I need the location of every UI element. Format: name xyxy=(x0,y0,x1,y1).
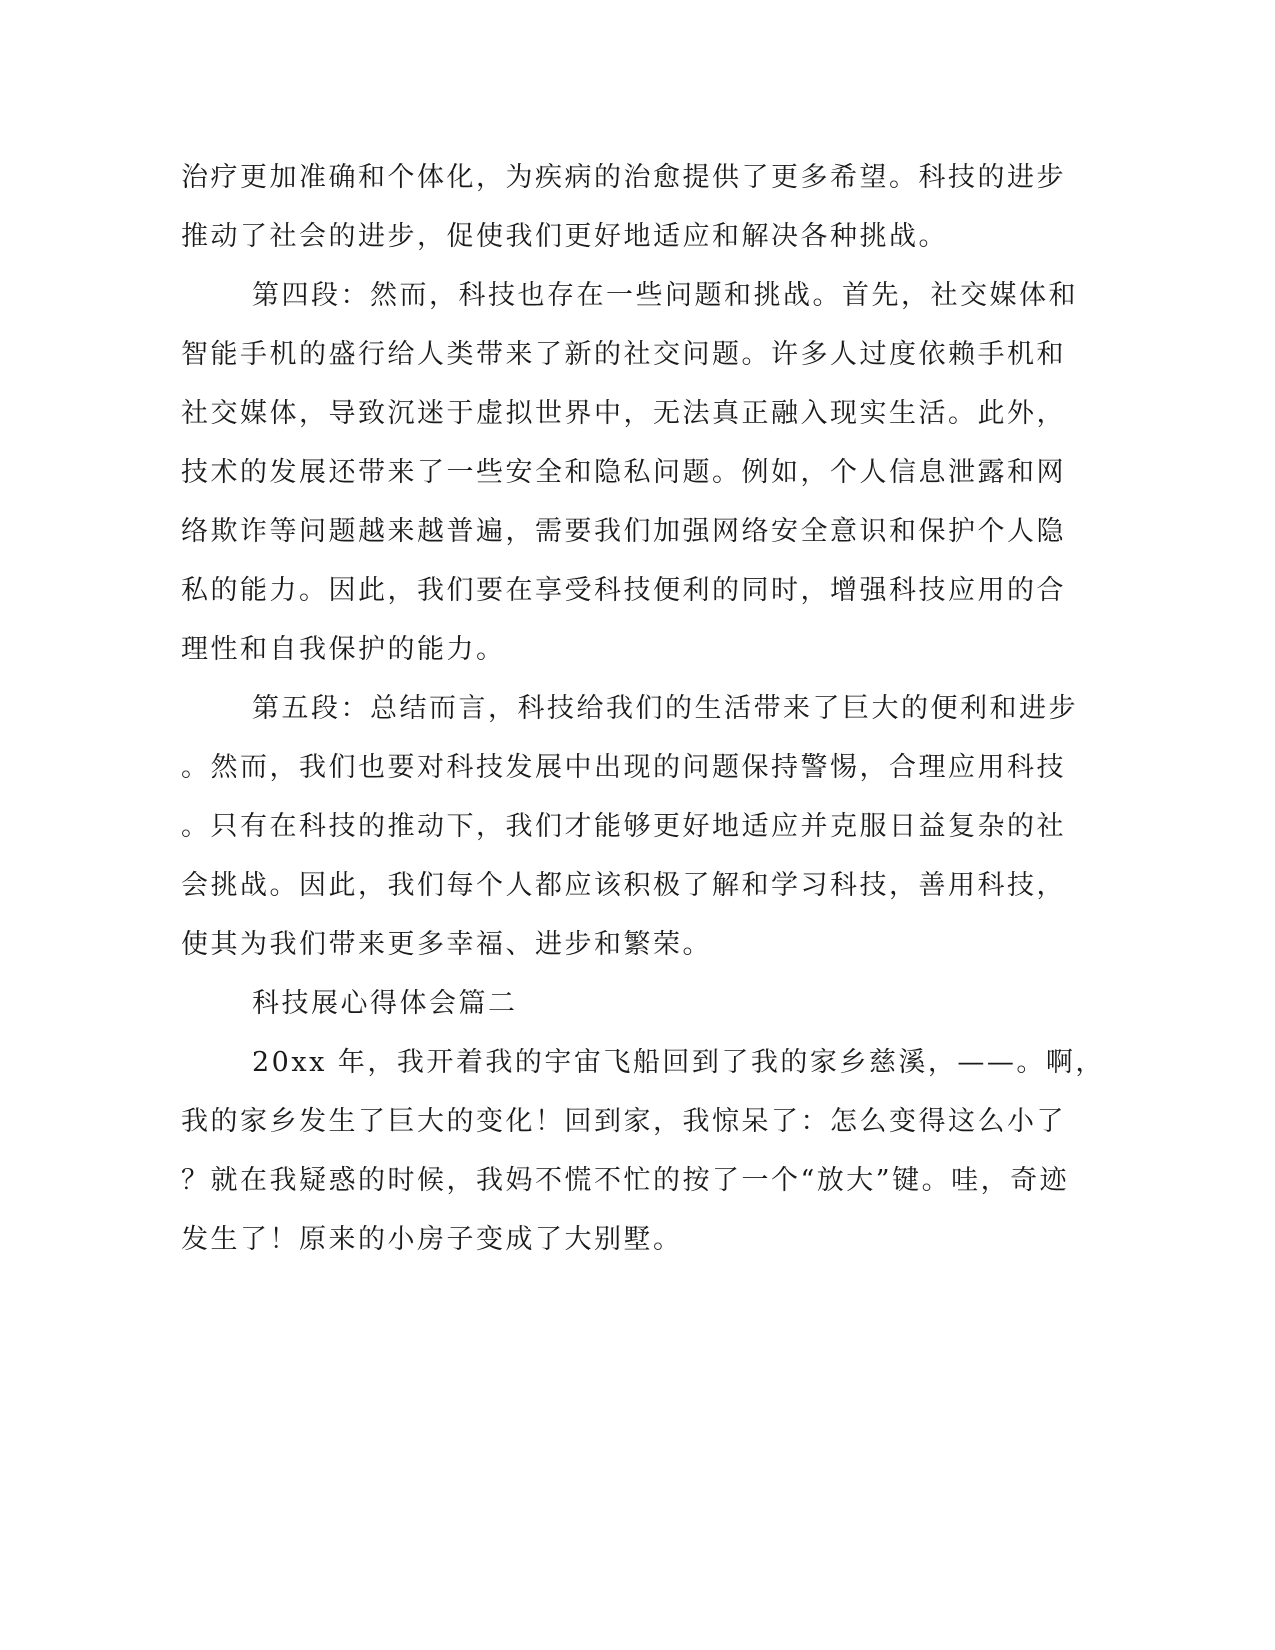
text-line: 推动了社会的进步，促使我们更好地适应和解决各种挑战。 xyxy=(181,221,948,252)
text-line: 。然而，我们也要对科技发展中出现的问题保持警惕，合理应用科技 xyxy=(181,752,1066,783)
text-line: 使其为我们带来更多幸福、进步和繁荣。 xyxy=(181,929,712,960)
text-line: 智能手机的盛行给人类带来了新的社交问题。许多人过度依赖手机和 xyxy=(181,339,1066,370)
text-line: ？就在我疑惑的时候，我妈不慌不忙的按了一个“放大”键。哇，奇迹 xyxy=(181,1165,1070,1196)
text-line: 私的能力。因此，我们要在享受科技便利的同时，增强科技应用的合 xyxy=(181,575,1066,606)
paragraph-4-start: 第四段：然而，科技也存在一些问题和挑战。首先，社交媒体和 xyxy=(252,280,1078,311)
paragraph-5-start: 第五段：总结而言，科技给我们的生活带来了巨大的便利和进步 xyxy=(252,693,1078,724)
text-line: 发生了！原来的小房子变成了大别墅。 xyxy=(181,1224,683,1255)
section-heading: 科技展心得体会篇二 xyxy=(252,988,518,1019)
text-line: 会挑战。因此，我们每个人都应该积极了解和学习科技，善用科技， xyxy=(181,870,1066,901)
text-line: 络欺诈等问题越来越普遍，需要我们加强网络安全意识和保护个人隐 xyxy=(181,516,1066,547)
text-line: 社交媒体，导致沉迷于虚拟世界中，无法真正融入现实生活。此外， xyxy=(181,398,1066,429)
text-line: 理性和自我保护的能力。 xyxy=(181,634,506,665)
text-line: 。只有在科技的推动下，我们才能够更好地适应并克服日益复杂的社 xyxy=(181,811,1066,842)
paragraph-start: 20xx 年，我开着我的宇宙飞船回到了我的家乡慈溪，——。啊， xyxy=(252,1047,1105,1078)
text-line: 技术的发展还带来了一些安全和隐私问题。例如，个人信息泄露和网 xyxy=(181,457,1066,488)
text-line: 治疗更加准确和个体化，为疾病的治愈提供了更多希望。科技的进步 xyxy=(181,162,1066,193)
text-line: 我的家乡发生了巨大的变化！回到家，我惊呆了：怎么变得这么小了 xyxy=(181,1106,1066,1137)
